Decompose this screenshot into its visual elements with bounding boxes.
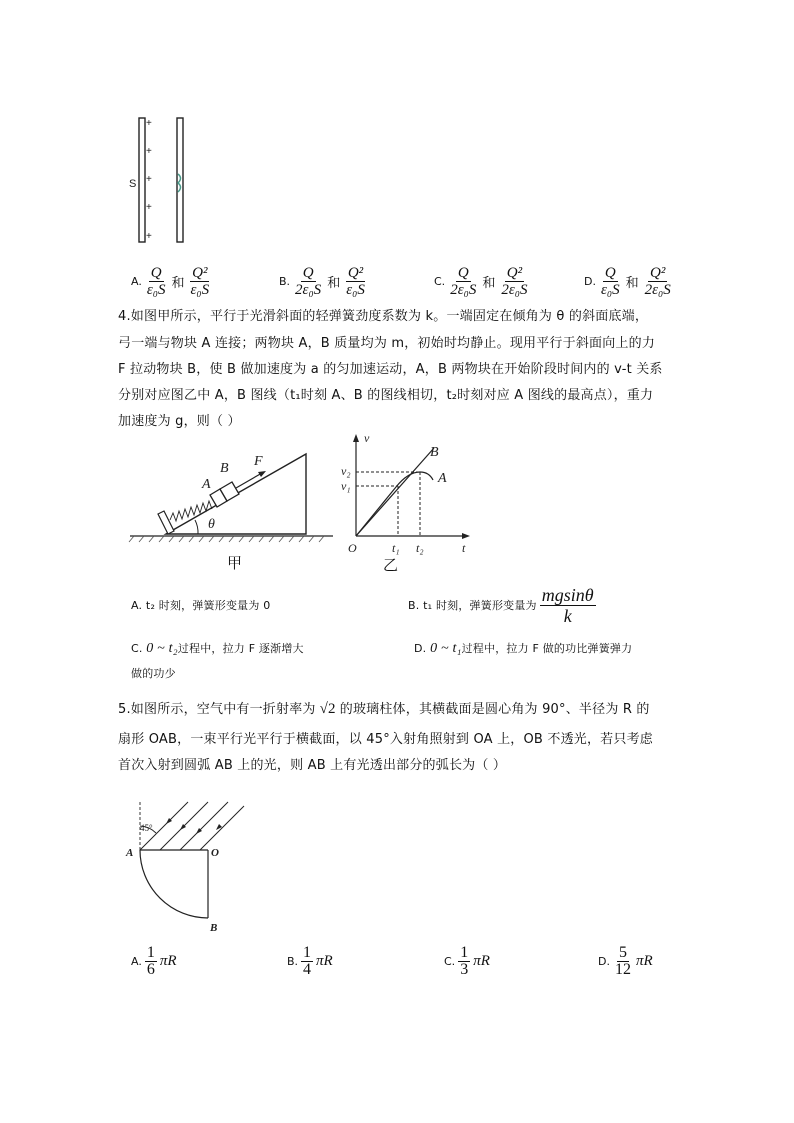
q3-option-b[interactable]: B. $\frac{Q}{\text{2ε₀S}}$ 和 $\frac{\text{Q²}}{\text{ε₀S}}$ <box>279 265 365 298</box>
q5-option-c[interactable]: C. $\frac{1}{3}$ πR <box>444 944 490 978</box>
label-a: A <box>202 477 211 492</box>
q4-option-c[interactable]: C. 0 ~ t₂过程中，拉力 F 逐渐增大 <box>131 641 304 656</box>
point-a-label: A <box>126 847 134 859</box>
q4-option-d[interactable]: D. 0 ~ t₁过程中，拉力 F 做的功比弹簧弹力 <box>414 641 633 656</box>
q4-option-b[interactable]: B. t₁ 时刻，弹簧形变量为 $\frac{mgsin\theta}{k}$ <box>408 585 594 626</box>
q4-line-3: F 拉动物块 B，使 B 做加速度为 a 的匀加速运动，A，B 两物块在开始阶段时间内的 v-t 关系 <box>118 362 663 377</box>
t1-label: t₁ <box>392 541 400 555</box>
curve-b-label: B <box>430 445 439 460</box>
point-o-label: O <box>211 847 219 859</box>
svg-text:+: + <box>146 174 152 185</box>
q5-line-3: 首次入射到圆弧 AB 上的光，则 AB 上有光透出部分的弧长为（ ） <box>118 758 507 773</box>
label-theta: θ <box>208 517 215 532</box>
t2-label: t₂ <box>416 541 424 555</box>
svg-text:+: + <box>146 202 152 213</box>
curve-a-label: A <box>438 471 447 486</box>
fig-jia-caption: 甲 <box>227 554 243 572</box>
q4-line-1: 4.如图甲所示，平行于光滑斜面的轻弹簧劲度系数为 k。一端固定在倾角为 θ 的斜面底端， <box>118 309 649 324</box>
axis-v-label: v <box>364 431 370 445</box>
q4-line-5: 加速度为 g，则（ ） <box>118 414 241 429</box>
origin-label: O <box>348 541 357 555</box>
svg-text:+: + <box>146 231 152 242</box>
axis-t-label: t <box>462 541 466 555</box>
point-b-label: B <box>210 922 218 934</box>
q3-option-a[interactable]: A. $\frac{Q}{\text{ε₀S}}$ 和 $\frac{\text{Q²}}{\text{ε₀S}}$ <box>131 265 210 298</box>
q4-line-4: 分别对应图乙中 A，B 图线（t₁时刻 A、B 的图线相切，t₂时刻对应 A 图线的最高点），重力 <box>118 388 654 403</box>
q4-option-d-line2: 做的功少 <box>131 667 176 680</box>
label-b: B <box>220 461 229 476</box>
q5-option-d[interactable]: D. $\frac{5}{12}$ πR <box>598 944 653 978</box>
capacitor-figure <box>125 112 195 247</box>
fig-yi-caption: 乙 <box>383 556 399 574</box>
q4-option-a[interactable]: A. t₂ 时刻，弹簧形变量为 0 <box>131 599 271 612</box>
q5-option-a[interactable]: A. $\frac{1}{6}$ πR <box>131 944 177 978</box>
v1-label: v₁ <box>341 479 351 493</box>
v2-label: v₂ <box>341 464 351 478</box>
incline-spring-figure <box>128 448 338 543</box>
sector-figure <box>122 796 252 936</box>
svg-text:+: + <box>146 146 152 157</box>
q5-option-b[interactable]: B. $\frac{1}{4}$ πR <box>287 944 333 978</box>
q5-line-1: 5.如图所示，空气中有一折射率为 √2 的玻璃柱体，其横截面是圆心角为 90°、半径为 R 的 <box>118 701 650 717</box>
q5-line-2: 扇形 OAB，一束平行光平行于横截面，以 45°入射角照射到 OA 上，OB 不透光，若只考虑 <box>118 732 653 747</box>
q3-option-d[interactable]: D. $\frac{Q}{\text{ε₀S}}$ 和 $\frac{\text{Q²}}{\text{2ε₀S}}$ <box>584 265 671 298</box>
angle-label: 45° <box>140 823 153 833</box>
q4-line-2: 弓一端与物块 A 连接；两物块 A，B 质量均为 m，初始时均静止。现用平行于斜面向上的力 <box>118 336 656 351</box>
q3-option-c[interactable]: C. $\frac{Q}{\text{2ε₀S}}$ 和 $\frac{\text{Q²}}{\text{2ε₀S}}$ <box>434 265 528 298</box>
svg-text:+: + <box>146 118 152 129</box>
label-f: F <box>254 454 263 469</box>
figure-label-s: S <box>129 178 137 190</box>
vt-graph <box>338 428 483 558</box>
